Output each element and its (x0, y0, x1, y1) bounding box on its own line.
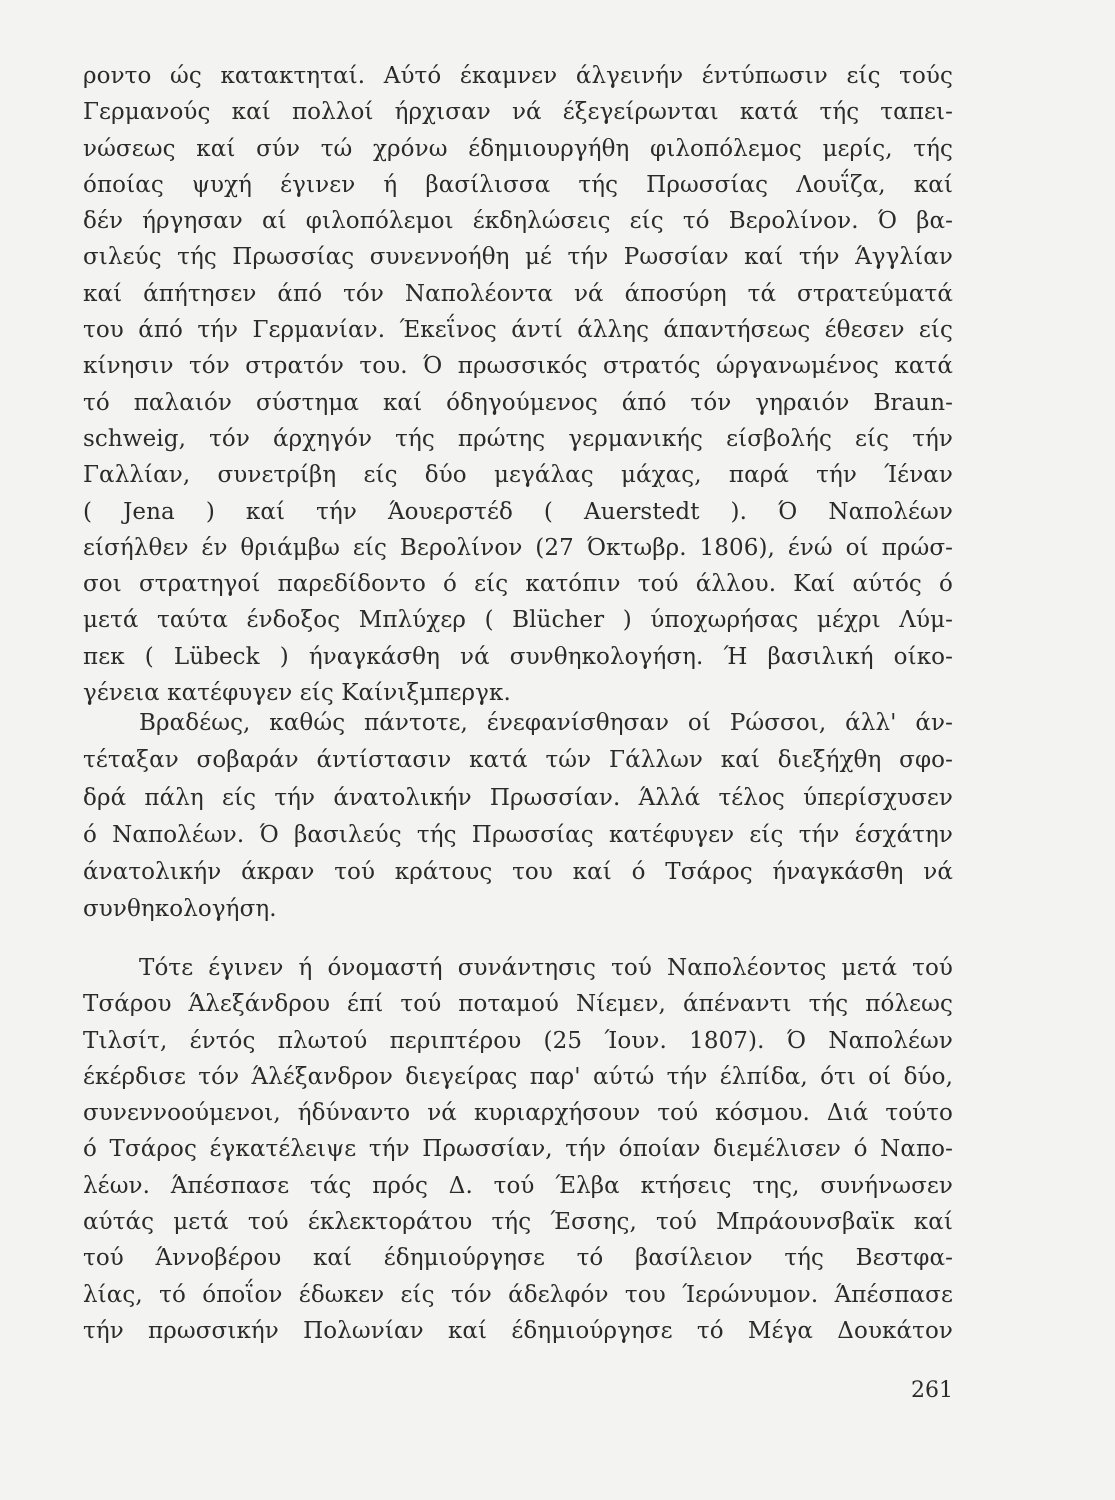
text-line: του άπό τήν Γερμανίαν. Έκεΐνος άντί άλλης άπαντήσεως έθεσεν είς (83, 317, 953, 344)
text-line: ( Jena ) καί τήν Άουερστέδ ( Auerstedt ). Ό Ναπολέων (83, 498, 953, 525)
page-number: 261 (911, 1378, 953, 1403)
text-line: κίνησιν τόν στρατόν του. Ό πρωσσικός στρατός ώργανωμένος κατά (83, 353, 953, 380)
text-line: γένεια κατέφυγεν είς Καίνιξμπεργκ. (83, 680, 511, 707)
text-line: τό παλαιόν σύστημα καί όδηγούμενος άπό τόν γηραιόν Braun- (83, 389, 953, 416)
paragraph-1 (83, 58, 953, 711)
text-line: αύτάς μετά τού έκλεκτοράτου τής Έσσης, τού Μπράουνσβαϊκ καί (83, 1209, 953, 1236)
text-line: ό Ναπολέων. Ό βασιλεύς τής Πρωσσίας κατέφυγεν είς τήν έσχάτην (83, 821, 953, 848)
text-line: συνεννοούμενοι, ήδύναντο νά κυριαρχήσουν τού κόσμου. Διά τούτο (83, 1100, 953, 1127)
text-line: δέν ήργησαν αί φιλοπόλεμοι έκδηλώσεις είς τό Βερολίνον. Ό βα- (83, 208, 953, 235)
text-line: λέων. Άπέσπασε τάς πρός Δ. τού Έλβα κτήσεις της, συνήνωσεν (83, 1172, 953, 1199)
text-line: όποίας ψυχή έγινεν ή βασίλισσα τής Πρωσσίας Λουΐζα, καί (83, 171, 953, 198)
text-line: σοι στρατηγοί παρεδίδοντο ό είς κατόπιν τού άλλου. Καί αύτός ό (83, 571, 953, 598)
text-line: τού Άννοβέρου καί έδημιούργησε τό βασίλειον τής Βεστφα- (83, 1245, 953, 1272)
text-line: τέταξαν σοβαράν άντίστασιν κατά τών Γάλλων καί διεξήχθη σφο- (83, 747, 953, 774)
text-line: δρά πάλη είς τήν άνατολικήν Πρωσσίαν. Άλλά τέλος ύπερίσχυσεν (83, 784, 953, 811)
text-line: νώσεως καί σύν τώ χρόνω έδημιουργήθη φιλοπόλεμος μερίς, τής (83, 135, 953, 162)
paragraph-2 (83, 705, 953, 929)
text-line: καί άπήτησεν άπό τόν Ναπολέοντα νά άποσύρη τά στρατεύματά (83, 280, 953, 307)
text-line: Τότε έγινεν ή όνομαστή συνάντησις τού Ναπολέοντος μετά τού (139, 955, 953, 981)
paragraph-3 (83, 950, 953, 1349)
text-line: λίας, τό όποΐον έδωκεν είς τόν άδελφόν του Ίερώνυμον. Άπέσπασε (83, 1281, 953, 1308)
text-line: ροντο ώς κατακτηταί. Αύτό έκαμνεν άλγεινήν έντύπωσιν είς τούς (83, 63, 953, 89)
text-line: έκέρδισε τόν Άλέξανδρον διεγείρας παρ' αύτώ τήν έλπίδα, ότι οί δύο, (83, 1063, 953, 1090)
text-line: Γαλλίαν, συνετρίβη είς δύο μεγάλας μάχας, παρά τήν Ίέναν (83, 462, 953, 489)
text-line: τήν πρωσσικήν Πολωνίαν καί έδημιούργησε τό Μέγα Δουκάτον (83, 1317, 953, 1344)
text-line: μετά ταύτα ένδοξος Μπλύχερ ( Blücher ) ύποχωρήσας μέχρι Λύμ- (83, 607, 953, 634)
text-line: σιλεύς τής Πρωσσίας συνεννοήθη μέ τήν Ρωσσίαν καί τήν Άγγλίαν (83, 244, 953, 271)
text-line: είσήλθεν έν θριάμβω είς Βερολίνον (27 Όκτωβρ. 1806), ένώ οί πρώσ- (83, 534, 953, 561)
text-line: Γερμανούς καί πολλοί ήρχισαν νά έξεγείρωνται κατά τής ταπει- (83, 99, 953, 126)
text-line: άνατολικήν άκραν τού κράτους του καί ό Τσάρος ήναγκάσθη νά (83, 859, 953, 886)
text-line: Τιλσίτ, έντός πλωτού περιπτέρου (25 Ίουν. 1807). Ό Ναπολέων (83, 1027, 953, 1054)
text-line: ό Τσάρος έγκατέλειψε τήν Πρωσσίαν, τήν όποίαν διεμέλισεν ό Ναπο- (83, 1136, 953, 1163)
text-line: Βραδέως, καθώς πάντοτε, ένεφανίσθησαν οί Ρώσσοι, άλλ' άν- (139, 710, 953, 736)
text-line: Τσάρου Άλεξάνδρου έπί τού ποταμού Νίεμεν, άπέναντι τής πόλεως (83, 991, 953, 1018)
text-line: πεκ ( Lübeck ) ήναγκάσθη νά συνθηκολογήση. Ή βασιλική οίκο- (83, 643, 953, 670)
text-line: schweig, τόν άρχηγόν τής πρώτης γερμανικής είσβολής είς τήν (83, 425, 953, 452)
text-line: συνθηκολογήση. (83, 896, 277, 923)
